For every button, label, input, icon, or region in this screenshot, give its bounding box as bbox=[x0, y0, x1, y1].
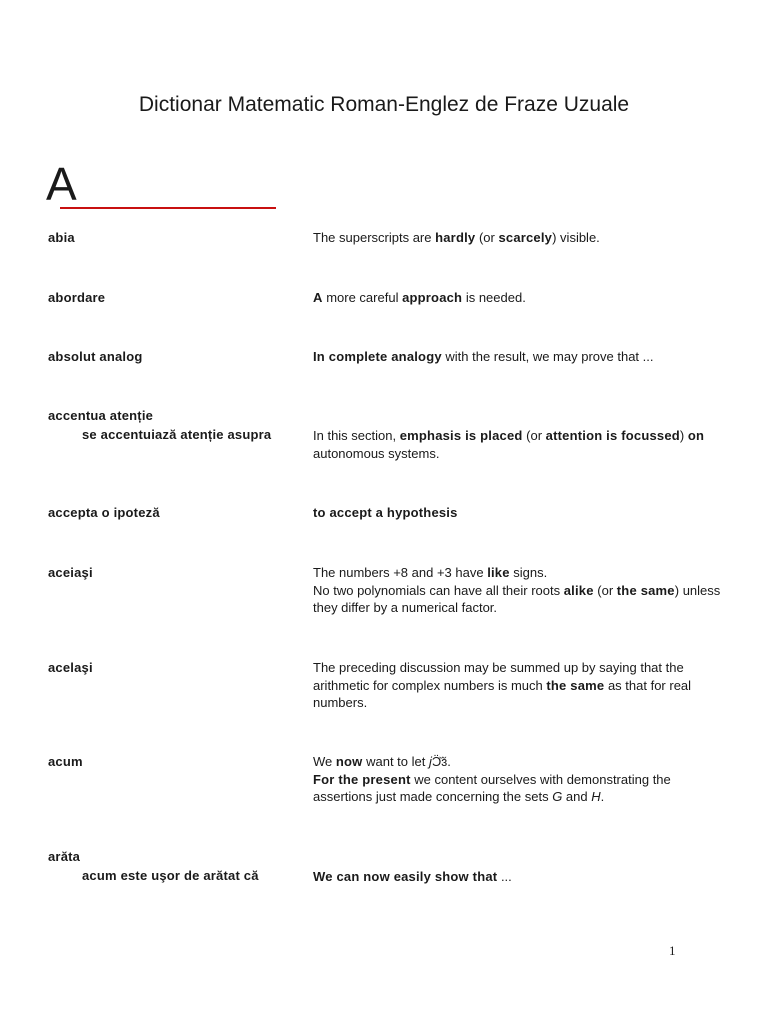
entry-term: acum bbox=[48, 754, 83, 769]
entry-definition: In this section, emphasis is placed (or attention is focussed) on autonomous systems. bbox=[313, 428, 705, 461]
entry-term: abia bbox=[48, 230, 75, 245]
entry-term: accepta o ipoteză bbox=[48, 505, 160, 520]
entry-term: absolut analog bbox=[48, 349, 143, 364]
entry-term: accentua atenție bbox=[48, 408, 154, 423]
entry-term: acelaşi bbox=[48, 660, 93, 675]
entry-definition: We can now easily show that ... bbox=[313, 869, 512, 884]
entry-definition: A more careful approach is needed. bbox=[313, 290, 526, 305]
entry-definition: to accept a hypothesis bbox=[313, 505, 458, 520]
entry-term: aceiaşi bbox=[48, 565, 93, 580]
section-divider bbox=[60, 207, 276, 209]
entry-term: arăta bbox=[48, 849, 81, 864]
entry-term: abordare bbox=[48, 290, 106, 305]
entry-definition: In complete analogy with the result, we may prove that ... bbox=[313, 349, 654, 364]
entry-definition: The numbers +8 and +3 have like signs. No two polynomials can have all their roots alike (or the same) unless they differ by a numerical factor. bbox=[313, 565, 721, 615]
entry-sub-term: acum este uşor de arătat că bbox=[82, 868, 259, 883]
entry-definition: The preceding discussion may be summed up by saying that the arithmetic for complex numbers is much the same as that for real numbers. bbox=[313, 660, 692, 710]
page-title: Dictionar Matematic Roman-Englez de Fraze Uzuale bbox=[138, 93, 630, 116]
entry-definition: The superscripts are hardly (or scarcely) visible. bbox=[313, 230, 600, 245]
entry-sub-term: se accentuiază atenție asupra bbox=[82, 427, 272, 442]
section-letter: A bbox=[46, 158, 77, 210]
entry-definition: We now want to let jƆ̈̆ɜ̆. For the present we content ourselves with demonstrating the assertions just made concerning the sets G and H. bbox=[313, 754, 671, 804]
page-number: 1 bbox=[669, 943, 676, 958]
